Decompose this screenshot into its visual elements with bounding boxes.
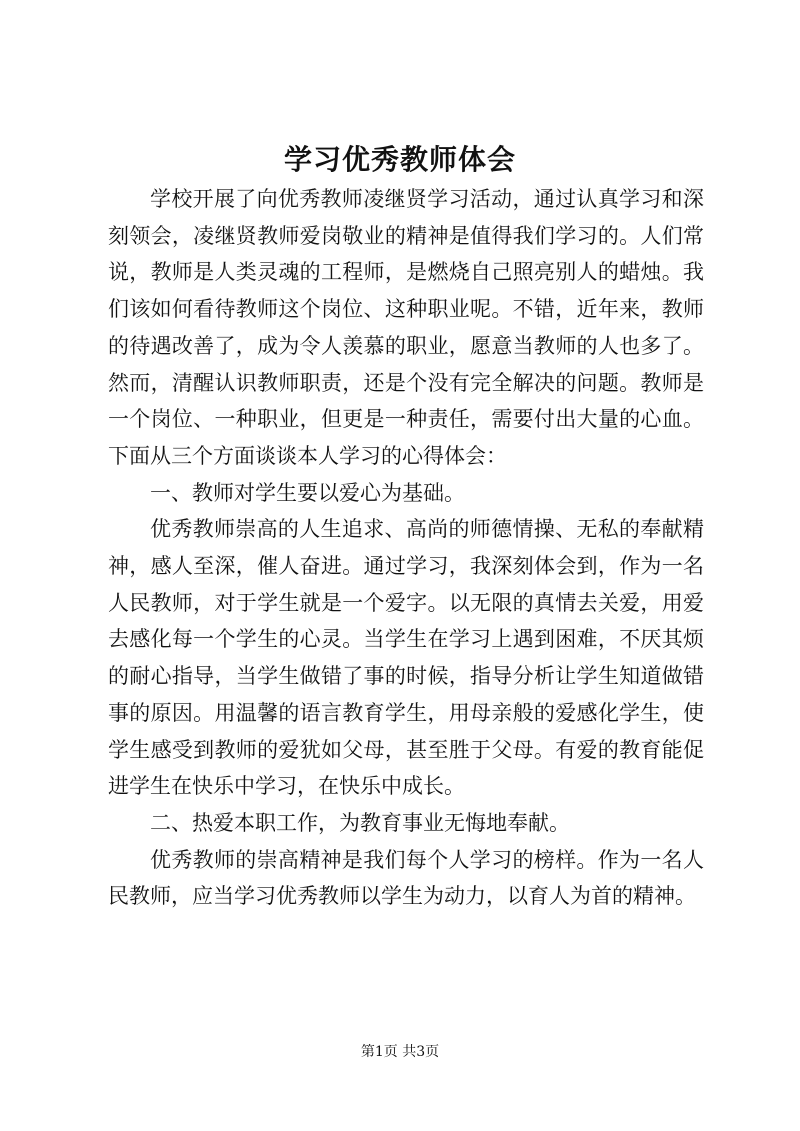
section-heading-1: 一、教师对学生要以爱心为基础。	[150, 480, 465, 505]
page-number-footer: 第1页 共3页	[360, 1044, 440, 1060]
section-heading-2: 二、热爱本职工作，为教育事业无悔地奉献。	[150, 810, 570, 835]
paragraph-intro: 学校开展了向优秀教师凌继贤学习活动，通过认真学习和深刻领会，凌继贤教师爱岗敬业的精神是值得我们学习的。人们常说，教师是人类灵魂的工程师，是燃烧自己照亮别人的蜡烛。我们该如何看待教师这个岗位、这种职业呢。不错，近年来，教师的待遇改善了，成为令人羡慕的职业，愿意当教师的人也多了。然而，清醒认识教师职责，还是个没有完全解决的问题。教师是一个岗位、一种职业，但更是一种责任，需要付出大量的心血。下面从三个方面谈谈本人学习的心得体会：	[108, 187, 704, 468]
paragraph-section-1: 优秀教师崇高的人生追求、高尚的师德情操、无私的奉献精神，感人至深，催人奋进。通过学习，我深刻体会到，作为一名人民教师，对于学生就是一个爱字。以无限的真情去关爱，用爱去感化每一个学生的心灵。当学生在学习上遇到困难，不厌其烦的耐心指导，当学生做错了事的时候，指导分析让学生知道做错事的原因。用温馨的语言教育学生，用母亲般的爱感化学生，使学生感受到教师的爱犹如父母，甚至胜于父母。有爱的教育能促进学生在快乐中学习，在快乐中成长。	[108, 517, 704, 799]
document-title: 学习优秀教师体会	[283, 143, 516, 176]
document-body	[108, 181, 704, 915]
paragraph-section-2: 优秀教师的崇高精神是我们每个人学习的榜样。作为一名人民教师，应当学习优秀教师以学生为动力，以育人为首的精神。	[108, 847, 704, 909]
